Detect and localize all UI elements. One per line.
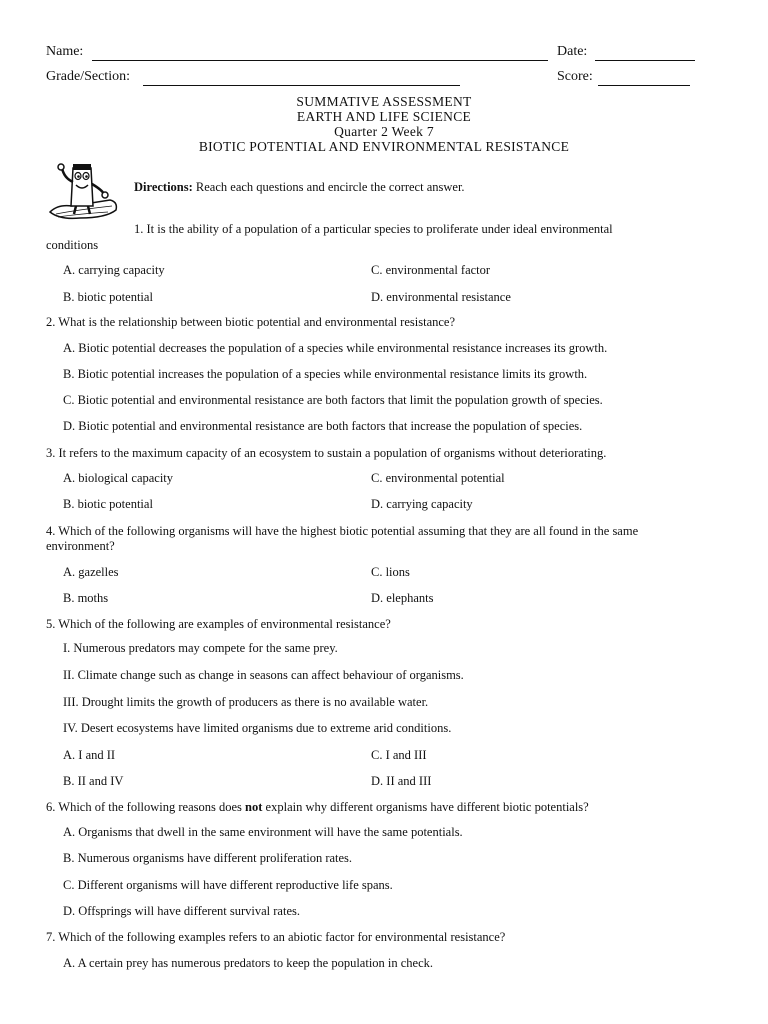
q4-stem-cont: environment? [46,539,115,553]
q5-statement-iii: III. Drought limits the growth of producers as there is no available water. [63,695,429,709]
q5-statement-iv: IV. Desert ecosystems have limited organisms due to extreme arid conditions. [63,721,452,735]
q2-option-c[interactable]: C. Biotic potential and environmental resistance are both factors that limit the population growth of species. [63,393,603,407]
q2-option-a[interactable]: A. Biotic potential decreases the population of a species while environmental resistance increases its growth. [63,341,608,355]
q7-option-a[interactable]: A. A certain prey has numerous predators to keep the population in check. [63,956,434,970]
q2-stem: 2. What is the relationship between biotic potential and environmental resistance? [46,315,456,329]
q5-option-a[interactable]: A. I and II [63,748,116,762]
q4-option-a[interactable]: A. gazelles [63,565,119,579]
title-subject: EARTH AND LIFE SCIENCE [296,109,472,124]
name-label: Name: [46,44,84,59]
q6-stem-end: explain why different organisms have different biotic potentials? [262,800,589,814]
score-label: Score: [557,69,593,84]
q5-statement-ii: II. Climate change such as change in seasons can affect behaviour of organisms. [63,668,464,682]
directions-text: Reach each questions and encircle the correct answer. [192,180,465,194]
q3-option-a[interactable]: A. biological capacity [63,471,174,485]
q5-option-c[interactable]: C. I and III [371,748,427,762]
q4-option-c[interactable]: C. lions [371,565,410,579]
q4-stem: 4. Which of the following organisms will have the highest biotic potential assuming that they are all found in the same [46,524,639,538]
q1-option-a[interactable]: A. carrying capacity [63,263,165,277]
q3-option-b[interactable]: B. biotic potential [63,497,153,511]
q1-stem-cont: conditions [46,238,99,252]
q5-stem: 5. Which of the following are examples of environmental resistance? [46,617,391,631]
q6-option-b[interactable]: B. Numerous organisms have different proliferation rates. [63,851,353,865]
q4-option-d[interactable]: D. elephants [371,591,434,605]
score-field[interactable] [598,85,690,86]
q2-option-d[interactable]: D. Biotic potential and environmental resistance are both factors that increase the population of species. [63,419,583,433]
grade-section-label: Grade/Section: [46,69,130,84]
q6-stem [46,800,589,815]
directions [134,180,465,195]
q7-stem: 7. Which of the following examples refers to an abiotic factor for environmental resistance? [46,930,506,944]
q1-option-d[interactable]: D. environmental resistance [371,290,511,304]
q6-stem-emphasis: not [245,800,263,814]
q5-statement-i: I. Numerous predators may compete for the same prey. [63,641,338,655]
q6-option-d[interactable]: D. Offsprings will have different survival rates. [63,904,300,918]
grade-section-field[interactable] [143,85,460,86]
q4-option-b[interactable]: B. moths [63,591,109,605]
title-quarter: Quarter 2 Week 7 [334,124,434,139]
q5-option-d[interactable]: D. II and III [371,774,432,788]
date-field[interactable] [595,60,695,61]
date-label: Date: [557,44,588,59]
directions-label: Directions: [134,180,193,194]
q3-option-d[interactable]: D. carrying capacity [371,497,473,511]
q2-option-b[interactable]: B. Biotic potential increases the population of a species while environmental resistance limits its growth. [63,367,588,381]
q5-option-b[interactable]: B. II and IV [63,774,124,788]
title-topic: BIOTIC POTENTIAL AND ENVIRONMENTAL RESISTANCE [198,139,570,154]
q3-option-c[interactable]: C. environmental potential [371,471,505,485]
q6-option-c[interactable]: C. Different organisms will have different reproductive life spans. [63,878,393,892]
q3-stem: 3. It refers to the maximum capacity of an ecosystem to sustain a population of organisms without deteriorating. [46,446,607,460]
name-field[interactable] [92,60,548,61]
title-assessment: SUMMATIVE ASSESSMENT [296,94,472,109]
q1-option-c[interactable]: C. environmental factor [371,263,491,277]
q6-option-a[interactable]: A. Organisms that dwell in the same environment will have the same potentials. [63,825,463,839]
q1-option-b[interactable]: B. biotic potential [63,290,153,304]
pencil-mascot-icon [46,160,122,226]
q1-stem: 1. It is the ability of a population of a particular species to proliferate under ideal environmental [134,222,613,236]
q6-stem-start: 6. Which of the following reasons does [46,800,246,814]
